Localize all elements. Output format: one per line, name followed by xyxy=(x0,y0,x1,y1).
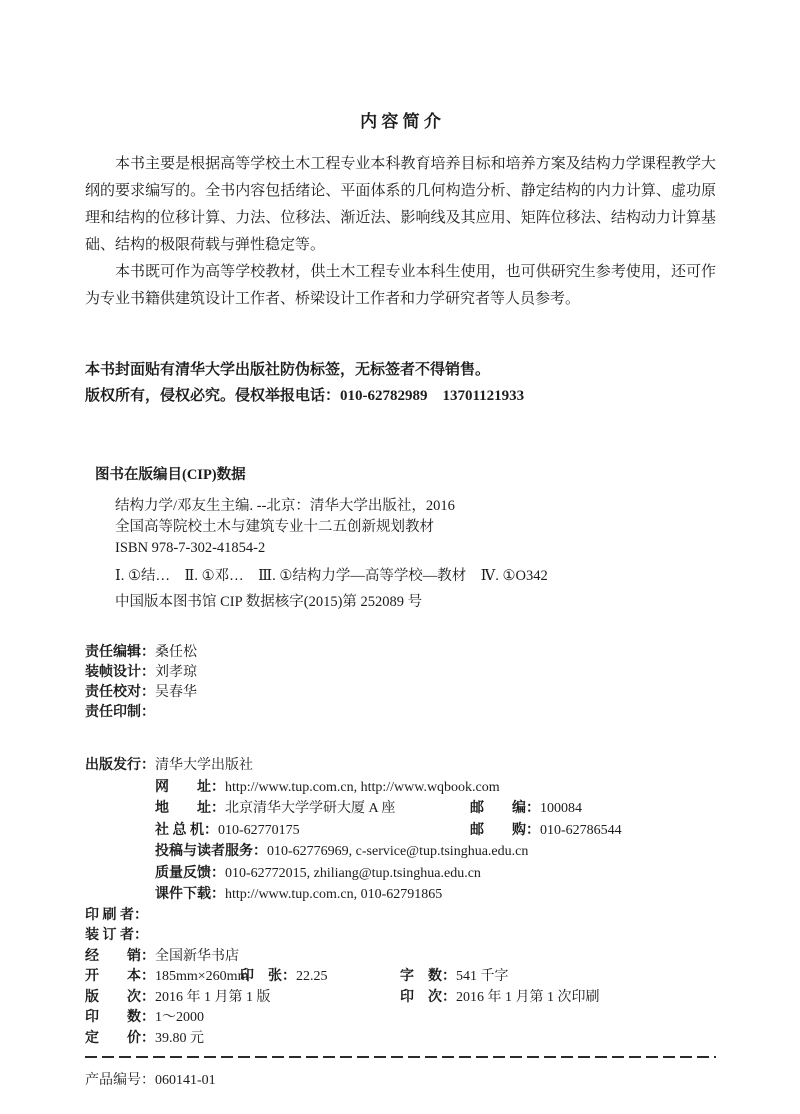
cip-header: 图书在版编目(CIP)数据 xyxy=(95,467,246,483)
website-value: http://www.tup.com.cn, http://www.wqbook.com xyxy=(225,779,500,795)
cip-isbn: ISBN 978-7-302-41854-2 xyxy=(115,540,266,556)
content-summary-section xyxy=(85,110,716,313)
switchboard-row xyxy=(85,820,716,842)
address-value: 北京清华大学学研大厦 A 座 xyxy=(225,801,396,816)
switchboard-value: 010-62770175 xyxy=(218,822,300,838)
price-value: 39.80 元 xyxy=(155,1030,204,1046)
cip-title-line: 结构力学/邓友生主编. --北京：清华大学出版社，2016 xyxy=(115,498,455,514)
word-count-label: 字 数： xyxy=(400,969,456,984)
sheets-value: 22.25 xyxy=(296,969,328,984)
credit-value: 刘孝琼 xyxy=(155,665,197,680)
address-row xyxy=(85,798,716,820)
print-run-value: 1～2000 xyxy=(155,1010,204,1025)
publishing-section xyxy=(85,755,716,906)
mail-order-value: 010-62786544 xyxy=(540,822,622,838)
binder-row xyxy=(85,926,716,947)
quality-feedback-label: 质量反馈： xyxy=(155,865,225,881)
printer-row xyxy=(85,906,716,927)
courseware-download-row xyxy=(85,884,716,906)
impression-label: 印 次： xyxy=(400,989,456,1005)
credit-row-designer xyxy=(85,663,716,683)
content-summary-paragraph-2: 本书既可作为高等学校教材，供土木工程专业本科生使用，也可供研究生参考使用，还可作为专业书籍供建筑设计工作者、桥梁设计工作者和力学研究者等人员参考。 xyxy=(85,264,716,307)
credit-value: 桑任松 xyxy=(155,645,197,660)
postcode-label: 邮 编： xyxy=(470,801,540,816)
distributor-row xyxy=(85,947,716,968)
publisher-name: 清华大学出版社 xyxy=(155,758,253,773)
quality-feedback-value: 010-62772015, zhiliang@tup.tsinghua.edu.cn xyxy=(225,865,481,881)
format-label: 开 本： xyxy=(85,969,155,984)
product-number-label: 产品编号： xyxy=(85,1073,155,1088)
website-row xyxy=(85,777,716,799)
publisher-label: 出版发行： xyxy=(85,758,155,773)
courseware-download-value: http://www.tup.com.cn, 010-62791865 xyxy=(225,887,443,902)
website-label: 网 址： xyxy=(155,779,225,795)
credit-row-editor xyxy=(85,643,716,663)
credit-label: 责任印制： xyxy=(85,705,155,720)
cip-series-line: 全国高等院校土木与建筑专业十二五创新规划教材 xyxy=(115,519,434,535)
switchboard-label: 社 总 机： xyxy=(155,822,218,838)
postcode-cell xyxy=(470,798,582,820)
cip-record-number: 中国版本图书馆 CIP 数据核字(2015)第 252089 号 xyxy=(115,594,423,610)
postcode-value: 100084 xyxy=(540,801,582,816)
credit-label: 责任编辑： xyxy=(85,645,155,660)
word-count-cell xyxy=(400,967,509,988)
distributor-label: 经 销： xyxy=(85,948,155,964)
content-summary-paragraph-1: 本书主要是根据高等学校土木工程专业本科教育培养目标和培养方案及结构力学课程教学大纲的要求编写的。全书内容包括绪论、平面体系的几何构造分析、静定结构的内力计算、虚功原理和结构的位移计算、力法、位移法、渐近法、影响线及其应用、矩阵位移法、结构动力计算基础、结构的极限荷载与弹性稳定等。 xyxy=(85,156,716,253)
print-run-label: 印 数： xyxy=(85,1010,155,1025)
word-count-value: 541 千字 xyxy=(456,969,509,984)
cip-classification: Ⅰ. ①结… Ⅱ. ①邓… Ⅲ. ①结构力学—高等学校—教材 Ⅳ. ①O342 xyxy=(115,568,548,584)
price-label: 定 价： xyxy=(85,1030,155,1046)
publisher-row xyxy=(85,755,716,777)
impression-cell xyxy=(400,988,600,1009)
quality-feedback-row xyxy=(85,863,716,885)
credit-row-print-supervisor xyxy=(85,703,716,723)
edition-label: 版 次： xyxy=(85,989,155,1005)
format-row xyxy=(85,967,716,988)
credit-row-proofreader xyxy=(85,683,716,703)
reader-service-value: 010-62776969, c-service@tup.tsinghua.edu.cn xyxy=(267,844,529,859)
sheets-label: 印 张： xyxy=(240,969,296,984)
distributor-value: 全国新华书店 xyxy=(155,948,239,964)
edition-value: 2016 年 1 月第 1 版 xyxy=(155,989,271,1005)
edition-row xyxy=(85,988,716,1009)
address-label: 地 址： xyxy=(155,801,225,816)
courseware-download-label: 课件下载： xyxy=(155,887,225,902)
reader-service-row xyxy=(85,841,716,863)
print-run-row xyxy=(85,1008,716,1029)
cip-lines xyxy=(115,496,716,613)
sheets-cell xyxy=(240,967,328,988)
copyright-notice xyxy=(85,357,716,409)
anti-counterfeit-line: 本书封面贴有清华大学出版社防伪标签，无标签者不得销售。 xyxy=(85,362,491,378)
price-row xyxy=(85,1029,716,1050)
infringement-hotline-line: 版权所有，侵权必究。侵权举报电话：010-62782989 13701121933 xyxy=(85,388,525,404)
printer-label: 印 刷 者： xyxy=(85,907,148,923)
impression-value: 2016 年 1 月第 1 次印刷 xyxy=(456,989,600,1005)
product-number-value: 060141-01 xyxy=(155,1073,216,1088)
credit-label: 责任校对： xyxy=(85,685,155,700)
mail-order-cell xyxy=(470,820,622,842)
mail-order-label: 邮 购： xyxy=(470,822,540,838)
print-specs-section xyxy=(85,906,716,1050)
product-number-row xyxy=(85,1071,716,1091)
content-summary-title: 内 容 简 介 xyxy=(360,112,441,131)
dashed-divider xyxy=(85,1056,716,1058)
reader-service-label: 投稿与读者服务： xyxy=(155,844,267,859)
binder-label: 装 订 者： xyxy=(85,928,148,943)
cip-section xyxy=(85,465,716,613)
credits-section xyxy=(85,643,716,723)
credit-value: 吴春华 xyxy=(155,685,197,700)
credit-label: 装帧设计： xyxy=(85,665,155,680)
format-value: 185mm×260mm xyxy=(155,969,249,984)
